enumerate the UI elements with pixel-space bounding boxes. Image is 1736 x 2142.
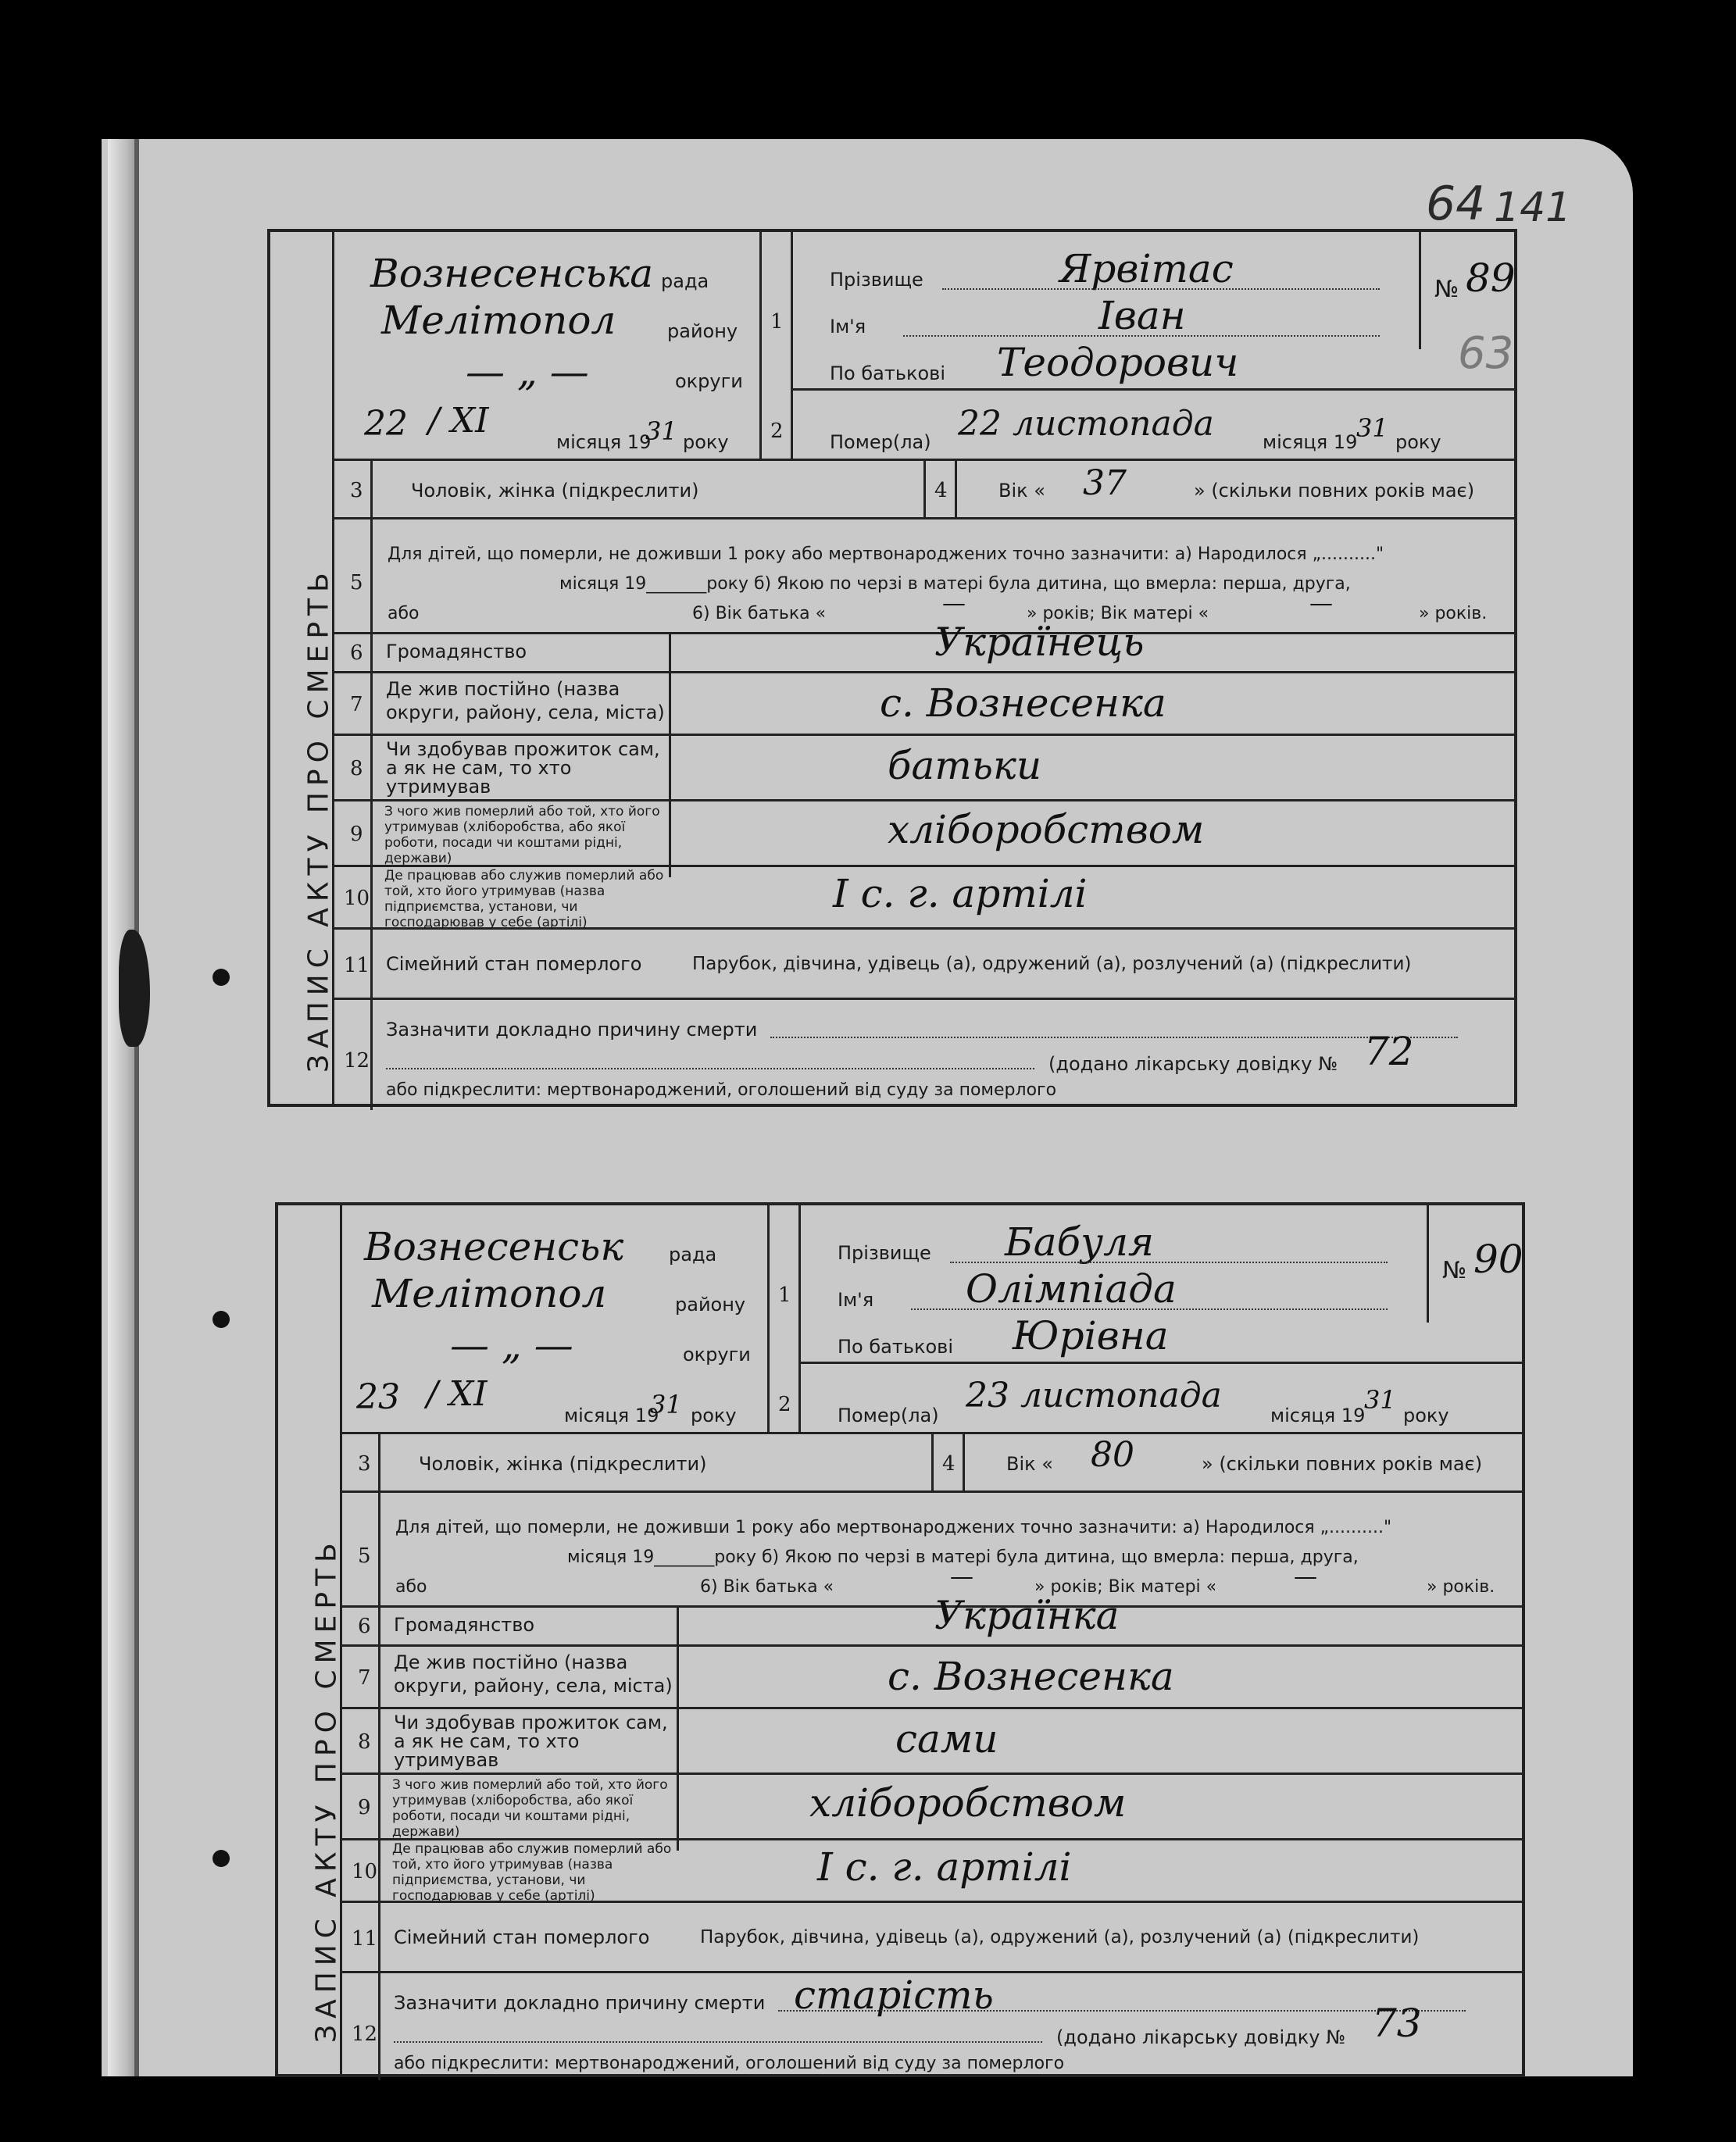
death-date-value: 22 листопада (958, 404, 1214, 444)
record-vertical-title: ЗАПИС АКТУ ПРО СМЕРТЬ (278, 1205, 342, 2074)
raion-value: Мелітопол (372, 1271, 607, 1316)
page-number-written: 141 (1494, 184, 1572, 231)
age-value: 80 (1091, 1435, 1134, 1475)
punch-hole (213, 1311, 230, 1328)
work-value: І с. г. артілі (833, 871, 1088, 916)
cause-value: старість (794, 1972, 994, 2018)
support-value: батьки (888, 743, 1042, 788)
record-vertical-title: ЗАПИС АКТУ ПРО СМЕРТЬ (270, 232, 334, 1104)
livelihood-value: хліборобством (809, 1780, 1127, 1826)
patronymic-value: Юрівна (1013, 1313, 1169, 1358)
surname-value: Бабуля (1005, 1219, 1155, 1265)
surname-value: Ярвітас (1059, 246, 1234, 291)
marital-status-options: Парубок, дівчина, удівець (а), одружений (а), розлучений (а) (підкреслити) (700, 1927, 1420, 1947)
citizenship-value: Українка (934, 1593, 1120, 1638)
page-number-old: 63 (1458, 328, 1514, 379)
certificate-number: 72 (1364, 1029, 1414, 1074)
rada-value: Вознесенськ (364, 1224, 624, 1269)
livelihood-value: хліборобством (888, 807, 1205, 852)
certificate-number: 73 (1372, 2001, 1422, 2046)
name-value: Олімпіада (966, 1266, 1177, 1312)
okruha-value: — „ — (466, 349, 589, 394)
punch-hole (213, 969, 230, 986)
punch-hole (213, 1850, 230, 1867)
death-record-2: ЗАПИС АКТУ ПРО СМЕРТЬ 1 2 Вознесенськ рада Мелітопол району — „ — округи 23 / XI місяця 19 31 року Прізвище Бабуля Ім'я Олімпіада По батькові Юрівна № 90 Помер(ла) 23 листопада місяця 19 31 року 3 Чоловік, жінка (підкреслити) 4 Вік « 80 » (скільки повних років має) 5 Для дітей, що померли, не доживши 1 року або мертвонароджених точно зазначити: а) Народилося „.........." місяця 19_______року б) Якою по черзі в матері була дитина, що вмерла: перша, друга, або 6) Вік батька « — » років; Вік матері « — » років. 6 Громадянство Українка 7 Де жив постійно (назва округи, району, села, міста) с. Вознесенка 8 Чи здобував прожиток сам, а як не сам, то хто утримував сами 9 З чого жив померлий або той, хто його утримував (хліборобства, або якої роботи, посади чи коштами рідні, держави) хліборобством 10 Де працював або служив померлий або той, хто його утримував (назва підприємства, установи, чи господарював у себе (артілі) І с. г. артілі 11 Сімейний стан померлого Парубок, дівчина, удівець (а), одружений (а), розлучений (а) (підкреслити) 12 Зазначити докладно причину смерти старість (додано лікарську довідку № 73 або підкреслити: мертвонароджений, оголошений від суду за померлого (275, 1202, 1525, 2077)
rada-value: Вознесенська (370, 251, 654, 296)
work-value: І с. г. артілі (817, 1844, 1072, 1890)
registration-number: 90 (1473, 1237, 1523, 1282)
patronymic-value: Теодорович (997, 340, 1239, 385)
okruha-value: — „ — (450, 1323, 573, 1368)
raion-value: Мелітопол (381, 298, 616, 343)
death-date-value: 23 листопада (966, 1376, 1222, 1416)
residence-value: с. Вознесенка (880, 680, 1166, 726)
registration-number: 89 (1466, 255, 1516, 301)
support-value: сами (895, 1716, 998, 1762)
residence-value: с. Вознесенка (888, 1654, 1174, 1699)
page-number-stamped: 64 (1426, 177, 1486, 231)
death-record-1: ЗАПИС АКТУ ПРО СМЕРТЬ 1 2 Вознесенська рада Мелітопол району — „ — округи 22 / XI місяця 19 31 року Прізвище Ярвітас Ім'я Іван По батькові Теодорович № 89 Помер(ла) 22 листопада місяця 19 31 року 3 Чоловік, жінка (підкреслити) 4 Вік « 37 » (скільки повних років має) 5 Для дітей, що померли, не доживши 1 року або мертвонароджених точно зазначити: а) Народилося „.........." місяця 19_______року б) Якою по черзі в матері була дитина, що вмерла: перша, друга, або 6) Вік батька « — » років; Вік матері « — » років. 6 Громадянство Українець 7 Де жив постійно (назва округи, району, села, міста) с. Вознесенка 8 Чи здобував прожиток сам, а як не сам, то хто утримував батьки 9 З чого жив померлий або той, хто його утримував (хліборобства, або якої роботи, посади чи коштами рідні, держави) хліборобством 10 Де працював або служив померлий або той, хто його утримував (назва підприємства, установи, чи господарював у себе (артілі) І с. г. артілі 11 Сімейний стан померлого Парубок, дівчина, удівець (а), одружений (а), розлучений (а) (підкреслити) 12 Зазначити докладно причину смерти (додано лікарську довідку № 72 або підкреслити: мертвонароджений, оголошений від суду за померлого (267, 229, 1517, 1107)
binding-crease (134, 139, 139, 2076)
age-value: 37 (1083, 463, 1127, 503)
citizenship-value: Українець (934, 619, 1145, 665)
name-value: Іван (1098, 293, 1186, 338)
marital-status-options: Парубок, дівчина, удівець (а), одружений (а), розлучений (а) (підкреслити) (692, 954, 1412, 974)
